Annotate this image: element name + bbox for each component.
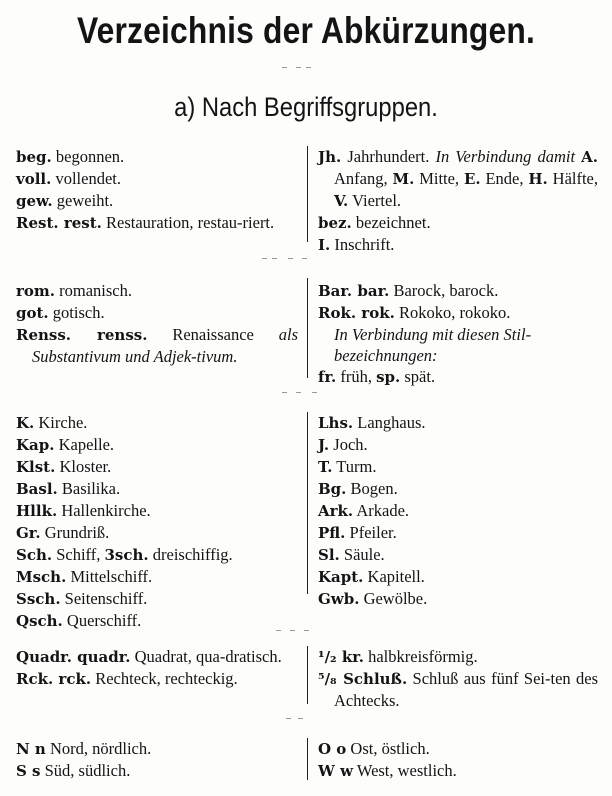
abbr-entry: Msch. Mittelschiff. <box>16 567 153 586</box>
left-column <box>16 738 298 782</box>
abbr-entry: rom. romanisch. <box>16 281 132 300</box>
abbr-entry: bez. bezeichnet. <box>318 213 431 232</box>
abbr-entry: Kapt. Kapitell. <box>318 567 425 586</box>
column-divider <box>307 646 308 704</box>
abbr-entry-renaissance: Renss. renss. Renaissance als Substantivum und Adjek-tivum. <box>16 325 298 366</box>
left-column <box>16 146 298 234</box>
abbr-entry: beg. begonnen. <box>16 147 125 166</box>
section-styles <box>0 280 612 386</box>
column-divider <box>307 146 308 242</box>
right-column <box>318 738 598 782</box>
abbr-entry: Sch. Schiff, 3sch. dreischiffig. <box>16 545 233 564</box>
abbr-entry: Quadr. quadr. Quadrat, qua-dratisch. <box>16 647 282 666</box>
right-column <box>318 280 598 388</box>
ornament-dots <box>282 67 312 69</box>
abbr-entry: S s Süd, südlich. <box>16 761 131 780</box>
column-divider <box>307 412 308 594</box>
ornament-dots <box>282 392 322 394</box>
abbr-entry: Qsch. Querschiff. <box>16 611 142 630</box>
section-buildings <box>0 412 612 630</box>
abbr-entry: J. Joch. <box>318 435 368 454</box>
style-note: In Verbindung mit diesen Stil-bezeichnungen: <box>334 325 532 365</box>
section-shapes <box>0 646 612 710</box>
ornament-dots <box>276 630 316 632</box>
abbr-entry: Basl. Basilika. <box>16 479 121 498</box>
abbr-entry: voll. vollendet. <box>16 169 121 188</box>
column-divider <box>307 738 308 780</box>
left-column <box>16 412 298 632</box>
abbr-entry: fr. früh, sp. spät. <box>318 367 436 386</box>
abbr-entry: Hllk. Hallenkirche. <box>16 501 151 520</box>
abbr-entry: Klst. Kloster. <box>16 457 112 476</box>
abbr-entry: Bg. Bogen. <box>318 479 398 498</box>
abbr-entry: ⁵/₈ Schluß. Schluß aus fünf Sei-ten des Achtecks. <box>318 669 598 710</box>
left-column <box>16 646 298 690</box>
section-directions <box>0 738 612 782</box>
abbr-entry: got. gotisch. <box>16 303 105 322</box>
abbr-entry: Gr. Grundriß. <box>16 523 110 542</box>
page-title: Verzeichnis der Abkürzungen. <box>76 10 536 51</box>
abbr-entry: Pfl. Pfeiler. <box>318 523 397 542</box>
left-column <box>16 280 298 367</box>
ornament-dots <box>286 718 306 720</box>
column-divider <box>307 278 308 378</box>
right-column <box>318 146 598 256</box>
abbr-entry: W w West, westlich. <box>318 761 457 780</box>
abbr-entry: Rok. rok. Rokoko, rokoko. <box>318 303 511 322</box>
abbr-entry-jahrhundert: Jh. Jahrhundert. In Verbindung damit A. Anfang, M. Mitte, E. Ende, H. Hälfte, V. Viertel. <box>318 147 599 210</box>
section-general <box>0 146 612 254</box>
abbr-entry: Sl. Säule. <box>318 545 385 564</box>
right-column <box>318 646 598 711</box>
abbr-entry: I. Inschrift. <box>318 235 395 254</box>
section-heading: a) Nach Begriffsgruppen. <box>174 92 438 122</box>
right-column <box>318 412 598 610</box>
abbr-entry: Rest. rest. Restauration, restau-riert. <box>16 213 275 232</box>
abbr-entry: Kap. Kapelle. <box>16 435 115 454</box>
abbr-entry: T. Turm. <box>318 457 377 476</box>
abbr-entry: Gwb. Gewölbe. <box>318 589 428 608</box>
abbr-entry: Bar. bar. Barock, barock. <box>318 281 499 300</box>
abbr-entry: Rck. rck. Rechteck, rechteckig. <box>16 669 238 688</box>
abbr-entry: O o Ost, östlich. <box>318 739 430 758</box>
abbr-entry: Ark. Arkade. <box>318 501 410 520</box>
abbr-entry: ¹/₂ kr. halbkreisförmig. <box>318 647 478 666</box>
abbr-entry: gew. geweiht. <box>16 191 114 210</box>
abbr-entry: Ssch. Seitenschiff. <box>16 589 148 608</box>
abbr-entry: Lhs. Langhaus. <box>318 413 426 432</box>
abbr-entry: N n Nord, nördlich. <box>16 739 152 758</box>
abbr-entry: K. Kirche. <box>16 413 88 432</box>
ornament-dots <box>262 258 312 260</box>
